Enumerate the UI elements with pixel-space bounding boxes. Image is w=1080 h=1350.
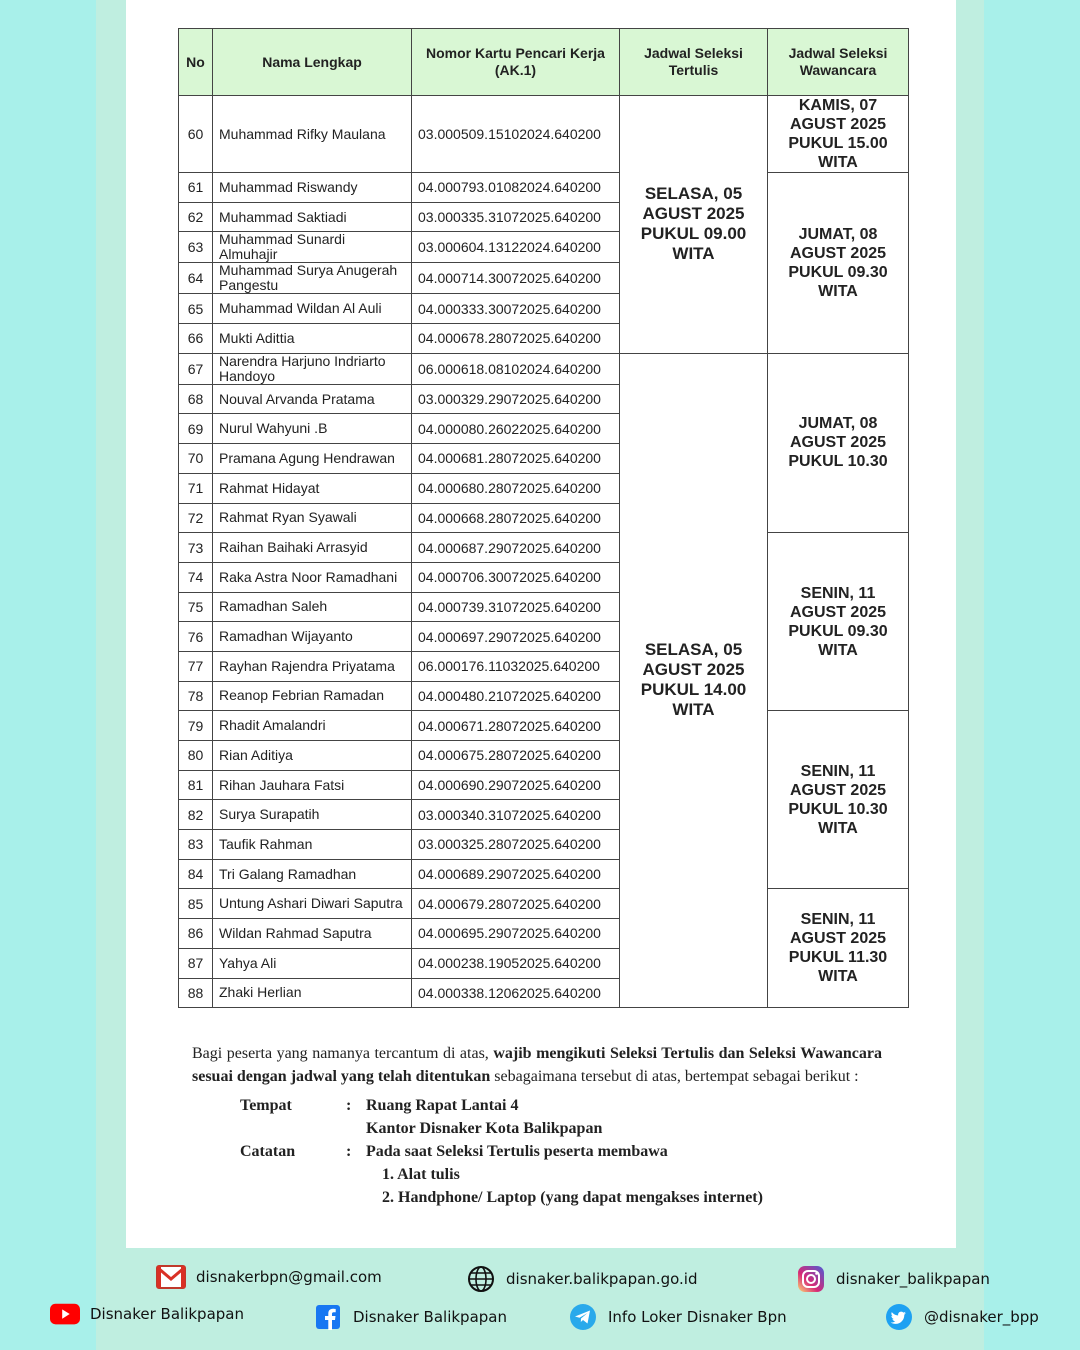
- twitter-icon: [884, 1302, 914, 1332]
- footer-youtube[interactable]: [50, 1299, 244, 1329]
- cell-no: 88: [179, 978, 213, 1008]
- cell-no: 76: [179, 622, 213, 652]
- cell-no: 74: [179, 562, 213, 592]
- instagram-text: disnaker_balikpapan: [836, 1270, 990, 1288]
- cell-name: Nurul Wahyuni .B: [213, 414, 412, 444]
- youtube-text: Disnaker Balikpapan: [90, 1305, 244, 1323]
- cell-name: Raka Astra Noor Ramadhani: [213, 562, 412, 592]
- footer-website[interactable]: [466, 1264, 697, 1294]
- cell-card-number: 03.000325.28072025.640200: [412, 830, 620, 860]
- cell-name: Muhammad Surya Anugerah Pangestu: [213, 263, 412, 294]
- cell-written-test-schedule: SELASA, 05 AGUST 2025 PUKUL 09.00 WITA: [620, 96, 768, 354]
- cell-no: 60: [179, 96, 213, 173]
- cell-name: Reanop Febrian Ramadan: [213, 681, 412, 711]
- instagram-icon: [796, 1264, 826, 1294]
- table-row: [179, 96, 909, 173]
- cell-card-number: 04.000739.31072025.640200: [412, 592, 620, 622]
- cell-name: Ramadhan Wijayanto: [213, 622, 412, 652]
- cell-card-number: 04.000706.30072025.640200: [412, 562, 620, 592]
- cell-interview-schedule: SENIN, 11 AGUST 2025 PUKUL 10.30 WITA: [768, 711, 909, 889]
- footer-telegram[interactable]: [568, 1302, 787, 1332]
- cell-card-number: 04.000690.29072025.640200: [412, 770, 620, 800]
- footer-facebook[interactable]: [313, 1302, 507, 1332]
- cell-name: Rahmat Ryan Syawali: [213, 503, 412, 533]
- cell-name: Nouval Arvanda Pratama: [213, 384, 412, 414]
- cell-card-number: 04.000687.29072025.640200: [412, 533, 620, 563]
- intro-text-bold: wajib mengikuti Seleksi Tertulis dan Seleksi Wawancara sesuai dengan jadwal yang telah ditentukan: [192, 1045, 883, 1085]
- website-text: disnaker.balikpapan.go.id: [506, 1270, 698, 1288]
- catatan-item-2: 2. Handphone/ Laptop (yang dapat mengakses internet): [382, 1189, 763, 1206]
- colon: :: [346, 1143, 352, 1160]
- cell-name: Raihan Baihaki Arrasyid: [213, 533, 412, 563]
- cell-card-number: 04.000689.29072025.640200: [412, 859, 620, 889]
- cell-name: Pramana Agung Hendrawan: [213, 444, 412, 474]
- footer-email[interactable]: [156, 1262, 382, 1292]
- cell-written-test-schedule: SELASA, 05 AGUST 2025 PUKUL 14.00 WITA: [620, 353, 768, 1007]
- notes-section: [192, 1042, 882, 1209]
- cell-no: 67: [179, 353, 213, 384]
- table-row: [179, 533, 909, 563]
- cell-name: Rihan Jauhara Fatsi: [213, 770, 412, 800]
- cell-no: 62: [179, 202, 213, 232]
- cell-card-number: 04.000695.29072025.640200: [412, 919, 620, 949]
- cell-name: Muhammad Saktiadi: [213, 202, 412, 232]
- cell-no: 69: [179, 414, 213, 444]
- footer-twitter[interactable]: [884, 1302, 1039, 1332]
- cell-card-number: 04.000681.28072025.640200: [412, 444, 620, 474]
- cell-no: 77: [179, 651, 213, 681]
- cell-no: 86: [179, 919, 213, 949]
- globe-icon: [466, 1264, 496, 1294]
- cell-no: 80: [179, 741, 213, 771]
- cell-card-number: 04.000480.21072025.640200: [412, 681, 620, 711]
- footer-instagram[interactable]: [796, 1264, 990, 1294]
- twitter-text: @disnaker_bpp: [924, 1308, 1039, 1326]
- cell-card-number: 03.000335.31072025.640200: [412, 202, 620, 232]
- cell-no: 83: [179, 830, 213, 860]
- cell-card-number: 04.000793.01082024.640200: [412, 173, 620, 203]
- cell-name: Muhammad Riswandy: [213, 173, 412, 203]
- intro-text-2: sebagaimana tersebut di atas, bertempat sebagai berikut :: [490, 1068, 859, 1085]
- cell-no: 61: [179, 173, 213, 203]
- table-row: [179, 711, 909, 741]
- cell-no: 78: [179, 681, 213, 711]
- table-row: [179, 889, 909, 919]
- cell-card-number: 04.000697.29072025.640200: [412, 622, 620, 652]
- schedule-table: [178, 28, 909, 1008]
- youtube-icon: [50, 1299, 80, 1329]
- cell-no: 70: [179, 444, 213, 474]
- cell-no: 66: [179, 324, 213, 354]
- cell-name: Surya Surapatih: [213, 800, 412, 830]
- cell-name: Taufik Rahman: [213, 830, 412, 860]
- cell-interview-schedule: JUMAT, 08 AGUST 2025 PUKUL 10.30: [768, 353, 909, 532]
- cell-card-number: 06.000618.08102024.640200: [412, 353, 620, 384]
- cell-no: 84: [179, 859, 213, 889]
- document-page: [126, 0, 956, 1248]
- tempat-line-2: Kantor Disnaker Kota Balikpapan: [366, 1120, 603, 1137]
- cell-name: Muhammad Wildan Al Auli: [213, 294, 412, 324]
- cell-interview-schedule: SENIN, 11 AGUST 2025 PUKUL 09.30 WITA: [768, 533, 909, 711]
- notes-intro: [192, 1042, 882, 1088]
- cell-name: Rian Aditiya: [213, 741, 412, 771]
- catatan-item-1: 1. Alat tulis: [382, 1166, 460, 1183]
- email-text: disnakerbpn@gmail.com: [196, 1268, 382, 1286]
- cell-interview-schedule: JUMAT, 08 AGUST 2025 PUKUL 09.30 WITA: [768, 173, 909, 354]
- catatan-label: Catatan: [240, 1143, 296, 1160]
- cell-card-number: 06.000176.11032025.640200: [412, 651, 620, 681]
- cell-card-number: 04.000675.28072025.640200: [412, 741, 620, 771]
- cell-card-number: 04.000668.28072025.640200: [412, 503, 620, 533]
- cell-card-number: 04.000714.30072025.640200: [412, 263, 620, 294]
- cell-no: 85: [179, 889, 213, 919]
- cell-no: 82: [179, 800, 213, 830]
- cell-name: Zhaki Herlian: [213, 978, 412, 1008]
- header-interview: Jadwal Seleksi Wawancara: [768, 29, 909, 96]
- telegram-text: Info Loker Disnaker Bpn: [608, 1308, 787, 1326]
- cell-card-number: 03.000329.29072025.640200: [412, 384, 620, 414]
- table-row: [179, 353, 909, 384]
- header-no: No: [179, 29, 213, 96]
- cell-no: 79: [179, 711, 213, 741]
- cell-no: 65: [179, 294, 213, 324]
- facebook-icon: [313, 1302, 343, 1332]
- gmail-icon: [156, 1262, 186, 1292]
- cell-name: Tri Galang Ramadhan: [213, 859, 412, 889]
- cell-no: 71: [179, 473, 213, 503]
- cell-name: Mukti Adittia: [213, 324, 412, 354]
- cell-interview-schedule: KAMIS, 07 AGUST 2025 PUKUL 15.00 WITA: [768, 96, 909, 173]
- table-row: [179, 173, 909, 203]
- catatan-line: Pada saat Seleksi Tertulis peserta membawa: [366, 1143, 668, 1160]
- cell-no: 81: [179, 770, 213, 800]
- cell-card-number: 03.000604.13122024.640200: [412, 232, 620, 263]
- cell-name: Muhammad Rifky Maulana: [213, 96, 412, 173]
- header-written-test: Jadwal Seleksi Tertulis: [620, 29, 768, 96]
- cell-no: 73: [179, 533, 213, 563]
- table-header-row: [179, 29, 909, 96]
- telegram-icon: [568, 1302, 598, 1332]
- cell-name: Rahmat Hidayat: [213, 473, 412, 503]
- cell-name: Yahya Ali: [213, 948, 412, 978]
- cell-card-number: 04.000080.26022025.640200: [412, 414, 620, 444]
- cell-no: 63: [179, 232, 213, 263]
- cell-no: 87: [179, 948, 213, 978]
- location-details: [240, 1094, 882, 1209]
- tempat-line-1: Ruang Rapat Lantai 4: [366, 1097, 519, 1114]
- cell-interview-schedule: SENIN, 11 AGUST 2025 PUKUL 11.30 WITA: [768, 889, 909, 1008]
- cell-no: 68: [179, 384, 213, 414]
- cell-card-number: 03.000340.31072025.640200: [412, 800, 620, 830]
- cell-no: 72: [179, 503, 213, 533]
- header-card: Nomor Kartu Pencari Kerja (AK.1): [412, 29, 620, 96]
- cell-card-number: 04.000238.19052025.640200: [412, 948, 620, 978]
- cell-name: Rhadit Amalandri: [213, 711, 412, 741]
- cell-no: 75: [179, 592, 213, 622]
- cell-name: Ramadhan Saleh: [213, 592, 412, 622]
- cell-name: Untung Ashari Diwari Saputra: [213, 889, 412, 919]
- cell-card-number: 04.000338.12062025.640200: [412, 978, 620, 1008]
- cell-name: Wildan Rahmad Saputra: [213, 919, 412, 949]
- cell-name: Narendra Harjuno Indriarto Handoyo: [213, 353, 412, 384]
- cell-card-number: 04.000678.28072025.640200: [412, 324, 620, 354]
- tempat-label: Tempat: [240, 1097, 292, 1114]
- colon: :: [346, 1097, 352, 1114]
- cell-card-number: 04.000679.28072025.640200: [412, 889, 620, 919]
- cell-card-number: 04.000333.30072025.640200: [412, 294, 620, 324]
- header-name: Nama Lengkap: [213, 29, 412, 96]
- cell-name: Rayhan Rajendra Priyatama: [213, 651, 412, 681]
- cell-name: Muhammad Sunardi Almuhajir: [213, 232, 412, 263]
- cell-card-number: 03.000509.15102024.640200: [412, 96, 620, 173]
- cell-no: 64: [179, 263, 213, 294]
- facebook-text: Disnaker Balikpapan: [353, 1308, 507, 1326]
- cell-card-number: 04.000671.28072025.640200: [412, 711, 620, 741]
- cell-card-number: 04.000680.28072025.640200: [412, 473, 620, 503]
- intro-text-1: Bagi peserta yang namanya tercantum di atas,: [192, 1045, 494, 1062]
